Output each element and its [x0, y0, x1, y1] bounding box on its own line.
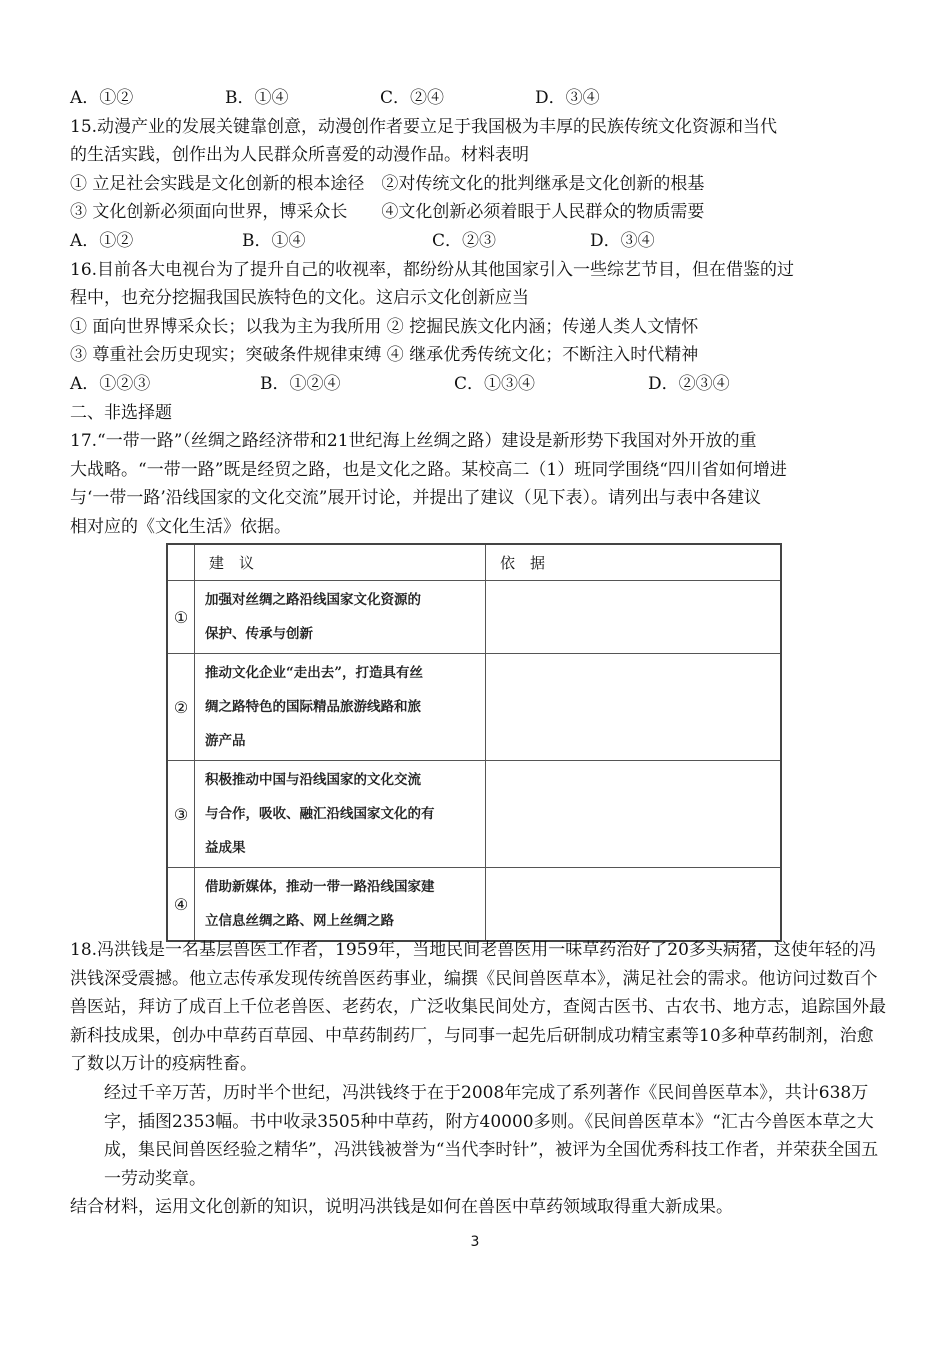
- section-heading: 二、非选择题: [70, 402, 172, 423]
- option-a: A．①②: [70, 88, 134, 108]
- option-d: D．③④: [535, 88, 600, 108]
- q15-stem-cont: 的生活实践，创作出为人民群众所喜爱的动漫作品。材料表明: [70, 145, 529, 166]
- option-d: D．②③④: [648, 373, 730, 394]
- option-b: B．①②④: [260, 373, 341, 394]
- suggestion-cell: 借助新媒体，推动一带一路沿线国家建 立信息丝绸之路、网上丝绸之路: [195, 868, 486, 942]
- basis-cell[interactable]: [486, 654, 782, 761]
- q17-stem: 17.“一带一路”（丝绸之路经济带和21世纪海上丝绸之路）建设是新形势下我国对外开放的重: [70, 431, 757, 452]
- row-number: ①: [167, 581, 195, 654]
- option-b: B．①④: [242, 230, 306, 251]
- basis-cell[interactable]: [486, 581, 782, 654]
- option-b: B．①④: [225, 88, 289, 108]
- q16-options: [70, 370, 890, 399]
- q17-stem-cont: 相对应的《文化生活》依据。: [70, 516, 291, 537]
- table-row: [167, 868, 781, 942]
- page-number: 3: [470, 1234, 480, 1250]
- table-row: [167, 761, 781, 868]
- option-a: A．①②③: [70, 373, 151, 394]
- row-number: ④: [167, 868, 195, 942]
- q16-items-cont: ③ 尊重社会历史现实；突破条件规律束缚 ④ 继承优秀传统文化；不断注入时代精神: [70, 345, 699, 366]
- q17-stem-cont: 与‘一带一路’沿线国家的文化交流”展开讨论，并提出了建议（见下表）。请列出与表中各建议: [70, 488, 761, 509]
- suggestion-cell: 推动文化企业“走出去”，打造具有丝 绸之路特色的国际精品旅游线路和旅 游产品: [195, 654, 486, 761]
- suggestion-cell: 积极推动中国与沿线国家的文化交流 与合作，吸收、融汇沿线国家文化的有 益成果: [195, 761, 486, 868]
- q16-stem-cont: 程中，也充分挖掘我国民族特色的文化。这启示文化创新应当: [70, 288, 529, 309]
- q15-items-cont: ③ 文化创新必须面向世界，博采众长 ④文化创新必须着眼于人民群众的物质需要: [70, 202, 705, 223]
- option-c: C．②③: [432, 230, 497, 251]
- q15-stem: 15.动漫产业的发展关键靠创意，动漫创作者要立足于我国极为丰厚的民族传统文化资源和当代: [70, 116, 778, 137]
- q16-items: ① 面向世界博采众长；以我为主为我所用 ② 挖掘民族文化内涵；传递人类人文情怀: [70, 316, 699, 337]
- table-row: [167, 654, 781, 761]
- table-header-row: [167, 544, 781, 581]
- table-row: [167, 581, 781, 654]
- q17-stem-cont: 大战略。“一带一路”既是经贸之路，也是文化之路。某校高二（1）班同学围绕“四川省如何增进: [70, 459, 787, 480]
- q18-paragraph-2: 经过千辛万苦，历时半个世纪，冯洪钱终于在于2008年完成了系列著作《民间兽医草本》，共计638万字，插图2353幅。书中收录3505种中草药，附方40000多则。《民间兽医草本》“汇古今兽医本草之大成，集民间兽医经验之精华”，冯洪钱被誉为“当代李时针”，被评为全国优秀科技工作者，并荣获全国五一劳动奖章。: [104, 1082, 879, 1189]
- q18-question: 结合材料，运用文化创新的知识，说明冯洪钱是如何在兽医中草药领域取得重大新成果。: [70, 1197, 733, 1218]
- header-suggestion: 建 议: [195, 544, 486, 581]
- row-number: ③: [167, 761, 195, 868]
- option-c: C．①③④: [454, 373, 536, 394]
- q16-stem: 16.目前各大电视台为了提升自己的收视率，都纷纷从其他国家引入一些综艺节目，但在借鉴的过: [70, 259, 795, 280]
- q15-items: ① 立足社会实践是文化创新的根本途径 ②对传统文化的批判继承是文化创新的根基: [70, 173, 705, 194]
- option-a: A．①②: [70, 230, 134, 251]
- option-c: C．②④: [380, 88, 445, 108]
- q14-options: [70, 84, 890, 113]
- header-basis: 依 据: [486, 544, 782, 581]
- suggestion-cell: 加强对丝绸之路沿线国家文化资源的 保护、传承与创新: [195, 581, 486, 654]
- q15-options: [70, 227, 890, 256]
- option-d: D．③④: [590, 230, 655, 251]
- basis-cell[interactable]: [486, 761, 782, 868]
- q18-paragraph-1: 18.冯洪钱是一名基层兽医工作者，1959年，当地民间老兽医用一味草药治好了20多头病猪，这使年轻的冯洪钱深受震撼。他立志传承发现传统兽医药事业，编撰《民间兽医草本》，满足社会的需求。他访问过数百个兽医站，拜访了成百上千位老兽医、老药农，广泛收集民间处方，查阅古医书、古农书、地方志，追踪国外最新科技成果，创办中草药百草园、中草药制药厂，与同事一起先后研制成功精宝素等10多种草药制剂，治愈了数以万计的疫病牲畜。: [70, 940, 886, 1075]
- basis-cell[interactable]: [486, 868, 782, 942]
- q18-block: [70, 936, 890, 1222]
- exam-page: [70, 84, 890, 542]
- row-number: ②: [167, 654, 195, 761]
- suggestion-table: [166, 543, 782, 942]
